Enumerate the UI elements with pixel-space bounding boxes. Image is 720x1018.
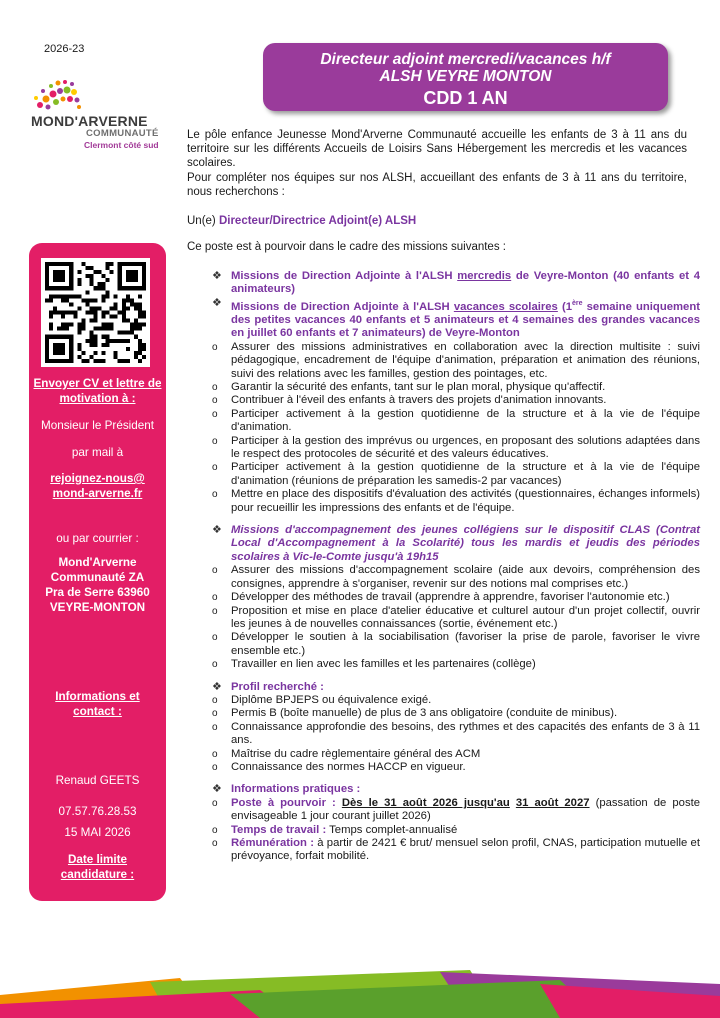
logo-community: COMMUNAUTÉ bbox=[86, 128, 159, 139]
circle-bullet-icon: o bbox=[212, 341, 218, 353]
diamond-bullet-icon: ❖ bbox=[212, 270, 222, 282]
job-title-line2: ALSH VEYRE MONTON bbox=[379, 68, 552, 85]
clas-task-item: o Développer des méthodes de travail (apprendre à apprendre, favoriser l'autonomie etc.) bbox=[212, 591, 670, 604]
logo-tagline: Clermont côté sud bbox=[84, 140, 159, 150]
contact-sidebar bbox=[29, 243, 166, 901]
circle-bullet-icon: o bbox=[212, 382, 218, 394]
email-link[interactable]: rejoignez-nous@mond-arverne.fr bbox=[50, 472, 145, 500]
clas-task-item: o Travailler en lien avec les familles et les partenaires (collège) bbox=[212, 658, 536, 671]
profile-item: o Diplôme BPJEPS ou équivalence exigé. bbox=[212, 693, 432, 706]
diamond-bullet-icon: ❖ bbox=[212, 783, 222, 796]
contact-name: Renaud GEETS bbox=[55, 774, 140, 787]
intro bbox=[187, 128, 687, 199]
job-details bbox=[212, 270, 700, 864]
deadline-label: Date limite candidature : bbox=[60, 853, 135, 881]
practical-info-heading: ❖ Informations pratiques : bbox=[212, 783, 361, 796]
task-item: o Participer activement à la gestion quotidienne de la structure et à la vie de l'équipe d'animation (réunions de préparation les samedis-2 par vacances) bbox=[212, 461, 700, 487]
circle-bullet-icon: o bbox=[212, 761, 218, 773]
task-item: o Participer à la gestion des imprévus ou urgences, en proposant des solutions adaptées dans le respect des protocoles de sécurité et des valeurs éducatives. bbox=[212, 434, 700, 461]
clas-task-item: o Proposition et mise en place d'atelier éducative et culturel autour d'un projet collectif, ouvrir les jeunes à de nouvelles connaissances (sortie, événement etc.) bbox=[212, 604, 700, 630]
circle-bullet-icon: o bbox=[212, 708, 218, 720]
mission-clas: ❖ Missions d'accompagnement des jeunes collégiens sur le dispositif CLAS (Contrat Local d'Accompagnement à la Scolarité) tous les mardis et jeudis des périodes scolaires à Vic-le-Comte jusqu'à 19h15 bbox=[212, 524, 700, 563]
circle-bullet-icon: o bbox=[212, 462, 218, 474]
logo bbox=[28, 78, 198, 158]
profile-item: o Connaissance des normes HACCP en vigueur. bbox=[212, 760, 466, 773]
circle-bullet-icon: o bbox=[212, 838, 218, 850]
job-title-line1: Directeur adjoint mercredi/vacances h/f bbox=[320, 51, 611, 68]
task-item: o Garantir la sécurité des enfants, tant sur le plan moral, physique qu'affectif. bbox=[212, 381, 606, 394]
deadline-date: 15 MAI 2026 bbox=[64, 826, 131, 839]
circle-bullet-icon: o bbox=[212, 605, 218, 617]
circle-bullet-icon: o bbox=[212, 435, 218, 447]
reference-number: 2026-23 bbox=[44, 43, 85, 55]
circle-bullet-icon: o bbox=[212, 659, 218, 671]
by-mail-label: par mail à bbox=[71, 446, 124, 459]
role-prefix: Un(e) bbox=[187, 215, 219, 227]
circle-bullet-icon: o bbox=[212, 721, 218, 733]
diamond-bullet-icon: ❖ bbox=[212, 524, 222, 537]
info-salary: o Rémunération : à partir de 2421 € brut/ mensuel selon profil, CNAS, participation mutuelle et prévoyance, forfait mobilité. bbox=[212, 837, 700, 863]
postal-address: Mond'Arverne Communauté ZA Pra de Serre 63960 VEYRE-MONTON bbox=[45, 556, 150, 614]
role-line bbox=[187, 215, 416, 227]
send-cv-title: Envoyer CV et lettre de motivation à : bbox=[33, 377, 162, 405]
mission-holidays: ❖ Missions de Direction Adjointe à l'ALSH vacances scolaires (1ère semaine uniquement des petites vacances 40 enfants et 5 animateurs et 4 semaines des grandes vacances en juillet 60 enfants et 7 animateurs) de Veyre-Monton bbox=[212, 296, 701, 340]
missions-lead: Ce poste est à pourvoir dans le cadre des missions suivantes : bbox=[187, 241, 506, 253]
diamond-bullet-icon: ❖ bbox=[212, 680, 222, 693]
profile-heading: ❖ Profil recherché : bbox=[212, 680, 324, 693]
circle-bullet-icon: o bbox=[212, 408, 218, 420]
task-item: o Contribuer à l'éveil des enfants à travers des projets d'animation innovants. bbox=[212, 394, 607, 407]
circle-bullet-icon: o bbox=[212, 694, 218, 706]
circle-bullet-icon: o bbox=[212, 632, 218, 644]
circle-bullet-icon: o bbox=[212, 797, 218, 809]
recipient: Monsieur le Président bbox=[40, 419, 155, 432]
circle-bullet-icon: o bbox=[212, 565, 218, 577]
profile-item: o Permis B (boîte manuelle) de plus de 3 ans obligatoire (conduite de minibus). bbox=[212, 707, 618, 720]
job-title-contract: CDD 1 AN bbox=[423, 88, 508, 108]
circle-bullet-icon: o bbox=[212, 489, 218, 501]
mission-wednesday: ❖ Missions de Direction Adjointe à l'ALSH mercredis de Veyre-Monton (40 enfants et 4 animateurs) bbox=[212, 270, 700, 296]
intro-paragraph-1: Le pôle enfance Jeunesse Mond'Arverne Communauté accueille les enfants de 3 à 11 ans du territoire sur les différents Accueils de Loisirs Sans Hébergement les mercredis et les vacances scolaires. bbox=[187, 129, 687, 170]
circle-bullet-icon: o bbox=[212, 395, 218, 407]
circle-bullet-icon: o bbox=[212, 748, 218, 760]
circle-bullet-icon: o bbox=[212, 824, 218, 836]
profile-item: o Connaissance approfondie des besoins, des rythmes et des capacités des enfants de 3 à 11 ans. bbox=[212, 720, 700, 747]
clas-task-item: o Assurer des missions d'accompagnement scolaire (aide aux devoirs, compréhension des consignes, apprendre à s'organiser, revenir sur des notions mal comprises etc.) bbox=[212, 564, 700, 590]
info-start-date: o Poste à pourvoir : Dès le 31 août 2026 jusqu'au 31 août 2027 (passation de poste envisageable 1 jour courant juillet 2026) bbox=[212, 796, 701, 823]
task-item: o Mettre en place des dispositifs d'évaluation des activités (questionnaires, échanges informels) pour recueillir les impressions des enfants et de l'équipe. bbox=[212, 488, 700, 514]
intro-paragraph-2: Pour compléter nos équipes sur nos ALSH, accueillant des enfants de 3 à 11 ans du territoire, nous recherchons : bbox=[187, 171, 687, 198]
role-name: Directeur/Directrice Adjoint(e) ALSH bbox=[218, 215, 417, 227]
circle-bullet-icon: o bbox=[212, 592, 218, 604]
clas-task-item: o Développer le soutien à la sociabilisation (favoriser la prise de parole, favoriser le vivre ensemble etc.) bbox=[212, 631, 700, 657]
profile-item: o Maîtrise du cadre règlementaire général des ACM bbox=[212, 747, 481, 760]
info-working-time: o Temps de travail : Temps complet-annualisé bbox=[212, 823, 458, 836]
info-contact-title: Informations et contact : bbox=[55, 690, 140, 718]
logo-dots-graphic bbox=[32, 78, 82, 112]
by-post-label: ou par courrier : bbox=[56, 532, 139, 545]
job-title-banner bbox=[263, 43, 668, 111]
bottom-color-bands bbox=[0, 970, 720, 1018]
task-item: o Participer activement à la gestion quotidienne de la structure et à la vie de l'équipe d'animation. bbox=[212, 407, 700, 434]
diamond-bullet-icon: ❖ bbox=[212, 296, 222, 309]
task-item: o Assurer des missions administratives en collaboration avec la direction multisite : suivi pédagogique, encadrement de l'équipe d'animation, préparation et animation des réunions, suivi des relations avec les familles, gestion des pointages, etc. bbox=[212, 340, 700, 380]
logo-name: MOND'ARVERNE bbox=[31, 113, 148, 129]
contact-phone[interactable]: 07.57.76.28.53 bbox=[58, 805, 137, 818]
qr-code[interactable] bbox=[41, 258, 150, 367]
